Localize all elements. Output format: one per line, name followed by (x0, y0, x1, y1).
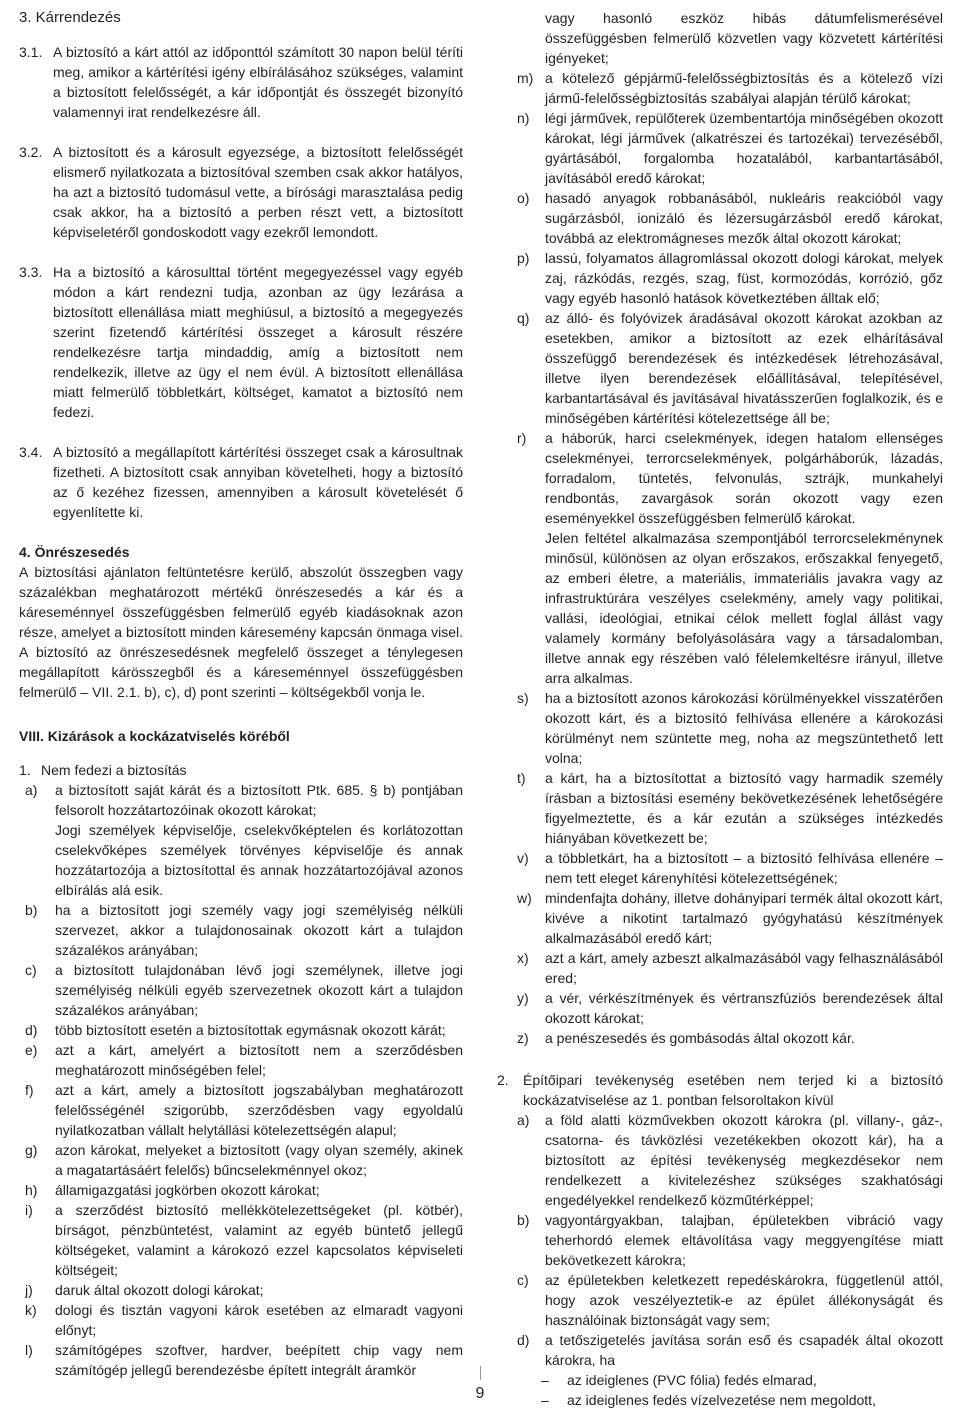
item-label: r) (517, 430, 527, 446)
paragraph-number: 3.2. (19, 144, 43, 160)
list-number: 2. (497, 1072, 509, 1088)
item-label: a) (25, 782, 38, 798)
list-item (19, 1020, 463, 1040)
item-text: vagyontárgyakban, talajban, épületekben vibráció vagy teherhordó elemek eltávolítása vagy meggyengítése miatt bekövetkezett károkra; (545, 1212, 943, 1268)
item-text: a kötelező gépjármű-felelősségbiztosítás és a kötelező vízi jármű-felelősségbiztosítás szabályai alapján térülő károkat; (545, 70, 943, 106)
item-text: azt a kárt, amely azbeszt alkalmazásából vagy felhasználásából ered; (545, 950, 943, 986)
list-item (19, 1340, 463, 1380)
item-text: a penészesedés és gombásodás által okozott kár. (545, 1030, 855, 1046)
list-item (19, 780, 463, 820)
item-label: g) (25, 1142, 38, 1158)
list-item (19, 1040, 463, 1080)
list-item (19, 1140, 463, 1180)
item-text: a többletkárt, ha a biztosított – a biztosító felhívása ellenére – nem tett eleget kárenyhítési kötelezettségének; (545, 850, 943, 886)
item-label: m) (517, 70, 534, 86)
list-item (497, 688, 943, 768)
list-item (497, 848, 943, 888)
chapter-8-title: VIII. Kizárások a kockázatviselés köréből (19, 728, 290, 744)
item-label: e) (25, 1042, 38, 1058)
item-label: i) (25, 1202, 33, 1218)
item-label: x) (517, 950, 529, 966)
left-column (19, 8, 463, 1380)
list-item (497, 428, 943, 528)
list-item (19, 1180, 463, 1200)
section-4-title: 4. Önrészesedés (19, 544, 130, 560)
item-text: a kárt, ha a biztosítottat a biztosító vagy harmadik személy írásban a biztosítási esemény bekövetkezésének lehetőségére figyelmeztette, és a kár ezután a szükséges intézkedés hiányában következett be; (545, 770, 943, 846)
list-item (497, 1210, 943, 1270)
paragraph-3-4 (19, 442, 463, 522)
item-text: a háborúk, harci cselekmények, idegen hatalom ellenséges cselekményei, terrorcselekmények, polgárháborúk, lázadás, forradalom, tüntetés, felvonulás, sztrájk, munkahelyi rendbontás, zavargások során okozott vagy ezen eseményekkel összefüggésben felmerülő károkat. (545, 430, 943, 526)
list-item (497, 108, 943, 188)
item-text: több biztosított esetén a biztosítottak egymásnak okozott kárát; (55, 1022, 446, 1038)
list-item (19, 900, 463, 960)
paragraph-number: 3.4. (19, 444, 43, 460)
dash-bullet: – (541, 1372, 549, 1388)
dash-text: az ideiglenes fedés vízelvezetése nem megoldott, (567, 1392, 876, 1408)
item-text: mindenfajta dohány, illetve dohányipari termék által okozott kárt, kivéve a nikotint tartalmazó gyógyhatású készítmények alkalmazásából eredő kárt; (545, 890, 943, 946)
item-label: c) (517, 1272, 529, 1288)
list-item (19, 960, 463, 1020)
item-l-continuation: vagy hasonló eszköz hibás dátumfelismerésével összefüggésben felmerülő közvetlen vagy közvetett kártérítési igényeket; (545, 10, 943, 66)
item-label: b) (517, 1212, 530, 1228)
item-label: n) (517, 110, 530, 126)
list-item (497, 68, 943, 108)
item-label: c) (25, 962, 37, 978)
page-divider (480, 1366, 481, 1380)
item-label: q) (517, 310, 530, 326)
item-text: légi járművek, repülőterek üzembentartója minőségében okozott károkat, légi járművek (alkatrészei és tartozékai) tervezéséből, gyártásából, forgalomba hozatalából, karbantartásából, javításából eredő károkat; (545, 110, 943, 186)
item-label: d) (517, 1332, 530, 1348)
list-item (19, 1280, 463, 1300)
item-label: t) (517, 770, 526, 786)
paragraph-number: 3.3. (19, 264, 43, 280)
list-item (497, 188, 943, 248)
item-label: o) (517, 190, 530, 206)
list-item (497, 1330, 943, 1370)
item-label: a) (517, 1112, 530, 1128)
item-label: l) (25, 1342, 33, 1358)
item-text: az álló- és folyóvizek áradásával okozott károkat azokban az esetekben, amikor a biztosított az ezek elhárításával összefüggő berendezések és intézkedések létrehozásával, illetve ilyen berendezések előállításával, telepítésével, karbantartásával és javításával hivatásszerűen foglalkozik, és e minőségében kártérítési kötelezettsége áll be; (545, 310, 943, 426)
construction-list-intro (497, 1070, 943, 1110)
item-text: az épületekben keletkezett repedéskárokra, függetlenül attól, hogy azok veszélyeztetik-e az épület állékonyságát és használóinak biztonságát vagy sem; (545, 1272, 943, 1328)
paragraph-3-3 (19, 262, 463, 422)
item-text: azt a kárt, amelyért a biztosított nem a szerződésben meghatározott minőségében felel; (55, 1042, 463, 1078)
item-text: a biztosított tulajdonában lévő jogi személynek, illetve jogi személyiség nélküli egyéb szervezetnek okozott kárt a tulajdon százalékos arányában; (55, 962, 463, 1018)
list-number: 1. (19, 762, 31, 778)
page-number: 9 (475, 1385, 485, 1402)
item-label: w) (517, 890, 532, 906)
item-text: ha a biztosított azonos károkozási körülményekkel visszatérően okozott kárt, és a biztosító felhívása ellenére a károkozási körülményt nem szüntette meg, noha az megszüntethető lett volna; (545, 690, 943, 766)
item-text: daruk által okozott dologi károkat; (55, 1282, 264, 1298)
list-item (19, 1200, 463, 1280)
item-label: b) (25, 902, 38, 918)
list-item (497, 308, 943, 428)
list-item (497, 768, 943, 848)
section-3-title: 3. Kárrendezés (19, 9, 121, 26)
item-text: a vér, vérkészítmények és vértranszfúziós berendezések által okozott károkat; (545, 990, 943, 1026)
paragraph-text: A biztosító a kárt attól az időponttól számított 30 napon belül téríti meg, amikor a kártérítési igény elbírálásához szükséges, valamint a biztosított felelősségét, a kár időpontját és összegét bizonyító valamennyi irat rendelkezésre áll. (53, 44, 463, 120)
item-text: számítógépes szoftver, hardver, beépített chip vagy nem számítógép jellegű berendezésbe épített integrált áramkör (55, 1342, 463, 1378)
paragraph-number: 3.1. (19, 44, 43, 60)
item-text: lassú, folyamatos állagromlással okozott dologi károkat, melyek zaj, rázkódás, rezgés, szag, füst, kormozódás, korrózió, gőz vagy egyéb hasonló hatások következtében álltak elő; (545, 250, 943, 306)
paragraph-text: Ha a biztosító a károsulttal történt megegyezéssel vagy egyéb módon a kárt rendezni tudja, azonban az ügy lezárása a biztosított ellenállása miatt meghiúsul, a biztosító a megegyezés szerint fizetendő kártérítési összeget a károsult részére rendelkezésre tartja mindaddig, amíg a biztosított nem rendelkezik, illetve az ügy el nem évül. A biztosított ellenállása miatt felmerülő többletkárt, költséget, kamatot a biztosító nem fedezi. (53, 264, 463, 420)
list-intro-text: Építőipari tevékenység esetében nem terjed ki a biztosító kockázatviselése az 1. pontban felsoroltakon kívül (523, 1072, 943, 1108)
paragraph-text: A biztosító a megállapított kártérítési összeget csak a károsultnak fizetheti. A biztosított csak annyiban követelheti, hogy a biztosító az ő kezéhez fizessen, amennyiben a károsult követelését ő egyenlítette ki. (53, 444, 463, 520)
list-item (497, 888, 943, 948)
item-text: ha a biztosított jogi személy vagy jogi személyiség nélküli szervezet, akkor a tulajdonosainak okozott kárt a tulajdon százalékos arányában; (55, 902, 463, 958)
item-text: azt a kárt, amely a biztosított jogszabályban meghatározott felelősségénél szigorúbb, szerződésben vagy egyoldalú nyilatkozatban vállalt helytállási kötelezettségén alapul; (55, 1082, 463, 1138)
dash-bullet: – (541, 1392, 549, 1408)
item-label: f) (25, 1082, 34, 1098)
list-item (497, 988, 943, 1028)
item-a-continuation: Jogi személyek képviselője, cselekvőképtelen és korlátozottan cselekvőképes személyek törvényes képviselője és annak hozzátartozója a biztosítottal és annak hozzátartozójával azonos elbírálás alá esik. (55, 822, 463, 898)
item-label: y) (517, 990, 529, 1006)
item-label: d) (25, 1022, 38, 1038)
list-intro-text: Nem fedezi a biztosítás (41, 762, 187, 778)
item-text: hasadó anyagok robbanásából, nukleáris reakcióból vagy sugárzásból, ionizáló és lézersugárzásból eredő károkat, továbbá az elektromágneses mezők által okozott károkat; (545, 190, 943, 246)
item-text: a föld alatti közművekben okozott károkra (pl. villany-, gáz-, csatorna- és távközlési vezetékekben okozott kár), ha a biztosított az építési tevékenység megkezdésekor nem rendelkezett a kivitelezéshez szükséges szakhatósági engedélyekkel rendelkező közműtérképpel; (545, 1112, 943, 1208)
paragraph-text: A biztosított és a károsult egyezsége, a biztosított felelősségét elismerő nyilatkozata a biztosítóval szemben csak akkor hatályos, ha azt a biztosító tudomásul vette, a bírósági marasztalása pedig csak akkor, ha a biztosító a perben részt vett, a biztosított képviseletéről gondoskodott vagy ezekről lemondott. (53, 144, 463, 240)
dash-text: az ideiglenes (PVC fólia) fedés elmarad, (567, 1372, 817, 1388)
list-item (497, 1028, 943, 1048)
item-text: dologi és tisztán vagyoni károk esetében az elmaradt vagyoni előnyt; (55, 1302, 463, 1338)
list-item (497, 1270, 943, 1330)
list-item (19, 1080, 463, 1140)
paragraph-3-1 (19, 42, 463, 122)
item-label: z) (517, 1030, 529, 1046)
item-r-continuation: Jelen feltétel alkalmazása szempontjából terrorcselekménynek minősül, különösen az olyan erőszakos, erőszakkal fenyegető, az emberi életre, a materiális, immateriális javakra vagy az infrastruktúrára veszélyes cselekmény, amely vagy politikai, vallási, ideológiai, etnikai célok mellett foglal állást vagy valamely kormány befolyásolására vagy a társadalomban, illetve annak egy részében való félelemkeltésre irányul, illetve arra alkalmas. (545, 530, 943, 686)
item-label: h) (25, 1182, 38, 1198)
list-item (19, 1300, 463, 1340)
item-label: j) (25, 1282, 33, 1298)
exclusion-list-intro (19, 760, 463, 780)
paragraph-3-2 (19, 142, 463, 242)
item-label: v) (517, 850, 529, 866)
item-label: k) (25, 1302, 37, 1318)
right-column (497, 8, 943, 1410)
item-text: a tetőszigetelés javítása során eső és csapadék által okozott károkra, ha (545, 1332, 943, 1368)
item-text: államigazgatási jogkörben okozott károkat; (55, 1182, 320, 1198)
item-text: a szerződést biztosító mellékkötelezettségeket (pl. kötbér), bírságot, pénzbüntetést, valamint az egyéb büntető jellegű költségeket, valamint a károkozó ezzel kapcsolatos képviseleti költségeit; (55, 1202, 463, 1278)
list-item (497, 948, 943, 988)
item-label: s) (517, 690, 529, 706)
item-text: a biztosított saját kárát és a biztosított Ptk. 685. § b) pontjában felsorolt hozzátartozóinak okozott károkat; (55, 782, 463, 818)
item-label: p) (517, 250, 530, 266)
item-text: azon károkat, melyeket a biztosított (vagy olyan személy, akinek a magatartásáért felelős) bűncselekménnyel okoz; (55, 1142, 463, 1178)
list-item (497, 1110, 943, 1210)
list-item (497, 248, 943, 308)
section-4-text: A biztosítási ajánlaton feltüntetésre kerülő, abszolút összegben vagy százalékban meghatározott mértékű önrészesedés a kár és a káreseménnyel összefüggésben felmerülő egyéb kiadásoknak azon része, amelyet a biztosított minden káresemény kapcsán önmaga visel. A biztosító az önrészesedésnek megfelelő összeget a ténylegesen megállapított kárösszegből és a káreseménnyel összefüggésben felmerülő – VII. 2.1. b), c), d) pont szerinti – költségekből vonja le. (19, 564, 463, 700)
